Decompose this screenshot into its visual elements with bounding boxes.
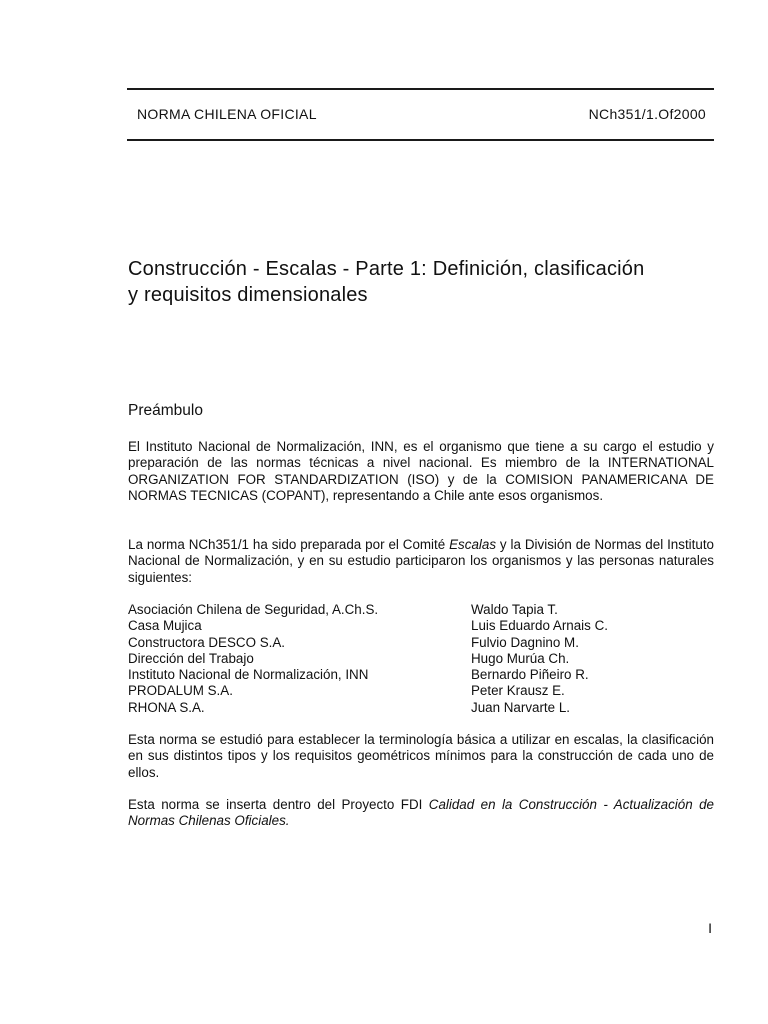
document-title	[128, 256, 714, 308]
header-top-rule	[127, 88, 714, 90]
document-title-line-2: y requisitos dimensionales	[128, 284, 368, 306]
person-item: Juan Narvarte L.	[471, 699, 570, 715]
organization-item: Constructora DESCO S.A.	[128, 634, 286, 650]
person-item: Hugo Murúa Ch.	[471, 650, 570, 666]
organization-item: PRODALUM S.A.	[128, 683, 233, 699]
organization-item: Asociación Chilena de Seguridad, A.Ch.S.	[128, 602, 379, 617]
header-standard-code: NCh351/1.Of2000	[588, 106, 706, 122]
project-name: Calidad en la Construcción - Actualización de Normas Chilenas Oficiales.	[128, 797, 714, 829]
organization-item: Dirección del Trabajo	[128, 650, 254, 666]
page-number: I	[708, 920, 712, 936]
organizations-column	[128, 602, 378, 716]
preamble-paragraph-3: Esta norma se estudió para establecer la terminología básica a utilizar en escalas, la clasificación en sus distintos tipos y los requisitos geométricos mínimos para la construcción de cada uno de ellos.	[128, 732, 714, 780]
person-item: Fulvio Dagnino M.	[471, 634, 579, 650]
organization-item: Instituto Nacional de Normalización, INN	[128, 667, 369, 683]
preamble-paragraph-2-text-b: y la División de Normas del Instituto Nacional de Normalización, y en su estudio participaron los organismos y las personas naturales siguientes:	[128, 537, 714, 585]
header-bottom-rule	[127, 139, 714, 141]
person-item: Luis Eduardo Arnais C.	[471, 618, 608, 634]
preamble-paragraph-4-text: Esta norma se inserta dentro del Proyecto FDI	[128, 797, 429, 812]
organization-item: RHONA S.A.	[128, 699, 205, 715]
preamble-paragraph-1: El Instituto Nacional de Normalización, INN, es el organismo que tiene a su cargo el estudio y preparación de las normas técnicas a nivel nacional. Es miembro de la INTERNATIONAL ORGANIZATION FOR STANDARDIZATION (ISO) y de la COMISION PANAMERICANA DE NORMAS TECNICAS (COPANT), representando a Chile ante esos organismos.	[128, 439, 714, 503]
header-standard-type: NORMA CHILENA OFICIAL	[137, 106, 317, 122]
preamble-heading: Preámbulo	[128, 402, 203, 419]
person-item: Peter Krausz E.	[471, 683, 565, 699]
preamble-paragraph-2	[128, 537, 714, 586]
preamble-paragraph-4	[128, 797, 714, 830]
people-column	[471, 602, 608, 716]
person-item: Waldo Tapia T.	[471, 602, 558, 617]
person-item: Bernardo Piñeiro R.	[471, 667, 589, 683]
committee-name: Escalas	[449, 537, 497, 552]
organization-item: Casa Mujica	[128, 618, 202, 634]
document-title-line-1: Construcción - Escalas - Parte 1: Definición, clasificación	[128, 258, 645, 280]
preamble-paragraph-2-text-a: La norma NCh351/1 ha sido preparada por el Comité	[128, 537, 450, 552]
